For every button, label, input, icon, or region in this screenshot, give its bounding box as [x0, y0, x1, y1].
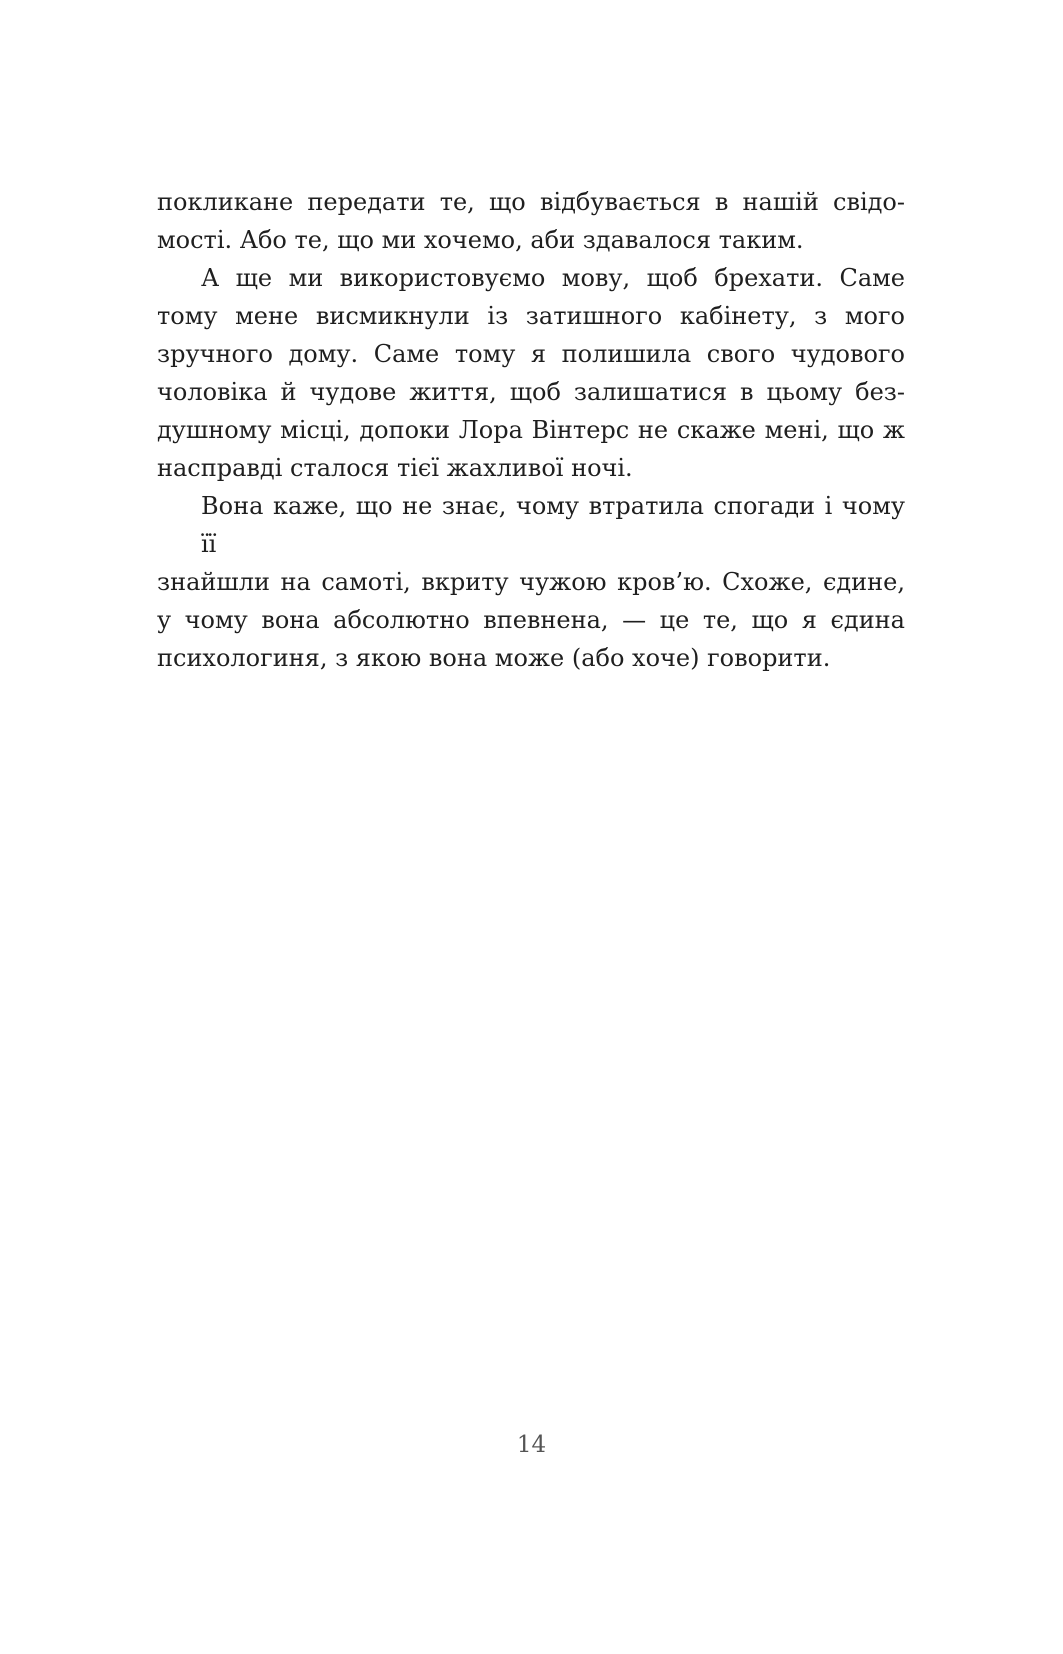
paragraph [157, 183, 905, 259]
paragraph [157, 259, 905, 487]
page-text [157, 183, 905, 677]
text-line: душному місці, допоки Лора Вінтерс не скаже мені, що ж [157, 416, 905, 444]
text-line: насправді сталося тієї жахливої ночі. [157, 454, 633, 482]
paragraph [157, 487, 905, 677]
text-line: у чому вона абсолютно впевнена, — це те, що я єдина [157, 606, 905, 634]
text-line: Вона каже, що не знає, чому втратила спогади і чому її [201, 492, 905, 558]
text-line: покликане передати те, що відбувається в нашій свідо- [157, 188, 905, 216]
page-footer [0, 1432, 1063, 1458]
text-line: психологиня, з якою вона може (або хоче) говорити. [157, 644, 831, 672]
text-line: тому мене висмикнули із затишного кабінету, з мого [157, 302, 905, 330]
text-line: зручного дому. Саме тому я полишила свого чудового [157, 340, 905, 368]
page-number: 14 [516, 1432, 547, 1458]
text-line: А ще ми використовуємо мову, щоб брехати. Саме [201, 264, 905, 292]
text-line: чоловіка й чудове життя, щоб залишатися в цьому без- [157, 378, 905, 406]
text-line: мості. Або те, що ми хочемо, аби здавалося таким. [157, 226, 804, 254]
text-line: знайшли на самоті, вкриту чужою кров’ю. Схоже, єдине, [157, 568, 905, 596]
